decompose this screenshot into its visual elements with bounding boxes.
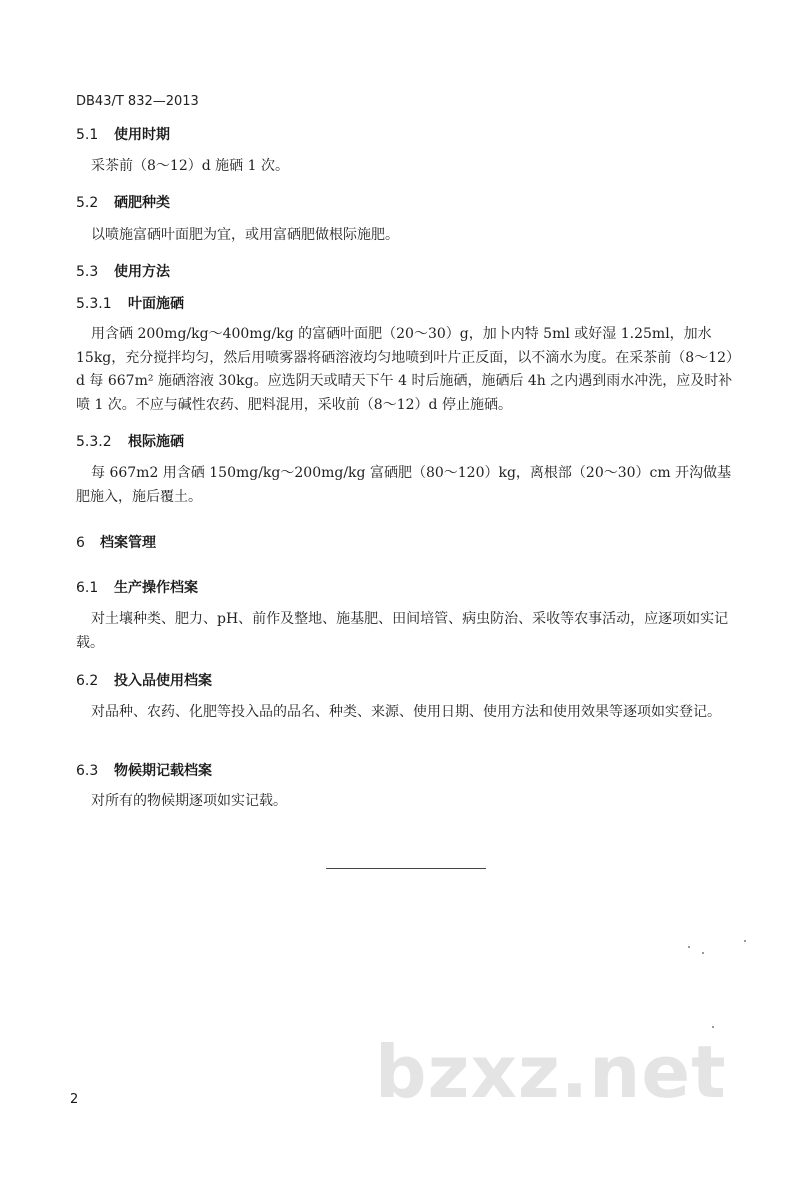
scan-speck [712, 1026, 714, 1028]
section-6-3-text: 对所有的物候期逐项如实记载。 [91, 793, 287, 809]
section-number: 5.2 [76, 195, 99, 211]
section-6-1-text: 对土壤种类、肥力、pH、前作及整地、施基肥、田间培管、病虫防治、采收等农事活动，应逐项如实记载。 [76, 611, 729, 651]
section-number: 5.1 [76, 127, 99, 143]
section-title: 物候期记载档案 [114, 763, 212, 779]
section-5-2-heading [76, 192, 170, 212]
section-title: 叶面施硒 [128, 296, 184, 312]
scan-speck [702, 952, 704, 954]
section-title: 档案管理 [100, 535, 156, 551]
section-5-3-1-heading [76, 293, 184, 313]
section-6-3-heading [76, 760, 212, 780]
section-number: 6.1 [76, 580, 99, 596]
end-rule [326, 868, 486, 869]
section-6-heading [76, 532, 156, 552]
watermark-logo: bzxz.net [375, 1030, 727, 1114]
section-5-2-text: 以喷施富硒叶面肥为宜，或用富硒肥做根际施肥。 [91, 227, 399, 243]
section-6-1-heading [76, 577, 198, 597]
section-5-3-1-text: 用含硒 200mg/kg～400mg/kg 的富硒叶面肥（20～30）g，加卜内特 5ml 或好湿 1.25ml，加水 15kg，充分搅拌均匀，然后用喷雾器将硒溶液均匀地喷到叶片正反面，以不滴水为度。在采茶前（8～12）d 每 667m² 施硒溶液 30kg。应选阴天或晴天下午 4 时后施硒，施硒后 4h 之内遇到雨水冲洗，应及时补喷 1 次。不应与碱性农药、肥料混用，采收前（8～12）d 停止施硒。 [76, 326, 740, 413]
section-5-3-2-heading [76, 431, 184, 451]
section-title: 使用时期 [114, 127, 170, 143]
section-title: 生产操作档案 [114, 580, 198, 596]
section-number: 6.2 [76, 673, 99, 689]
page-number: 2 [70, 1092, 79, 1107]
section-6-2-heading [76, 670, 212, 690]
section-number: 5.3.1 [76, 296, 112, 312]
section-title: 根际施硒 [128, 434, 184, 450]
section-6-2-text: 对品种、农药、化肥等投入品的品名、种类、来源、使用日期、使用方法和使用效果等逐项如实登记。 [91, 704, 721, 720]
section-title: 投入品使用档案 [114, 673, 212, 689]
section-5-3-heading [76, 261, 170, 281]
section-5-3-2-text: 每 667m2 用含硒 150mg/kg～200mg/kg 富硒肥（80～120）kg，离根部（20～30）cm 开沟做基肥施入，施后覆土。 [76, 465, 732, 505]
section-number: 5.3 [76, 264, 99, 280]
scan-speck [688, 946, 690, 948]
section-number: 6 [76, 535, 85, 551]
section-title: 使用方法 [114, 264, 170, 280]
section-number: 6.3 [76, 763, 99, 779]
section-title: 硒肥种类 [114, 195, 170, 211]
document-code: DB43/T 832—2013 [76, 94, 199, 109]
section-number: 5.3.2 [76, 434, 112, 450]
section-5-1-heading [76, 124, 170, 144]
scan-speck [744, 940, 746, 942]
section-5-1-text: 采茶前（8～12）d 施硒 1 次。 [91, 158, 289, 174]
